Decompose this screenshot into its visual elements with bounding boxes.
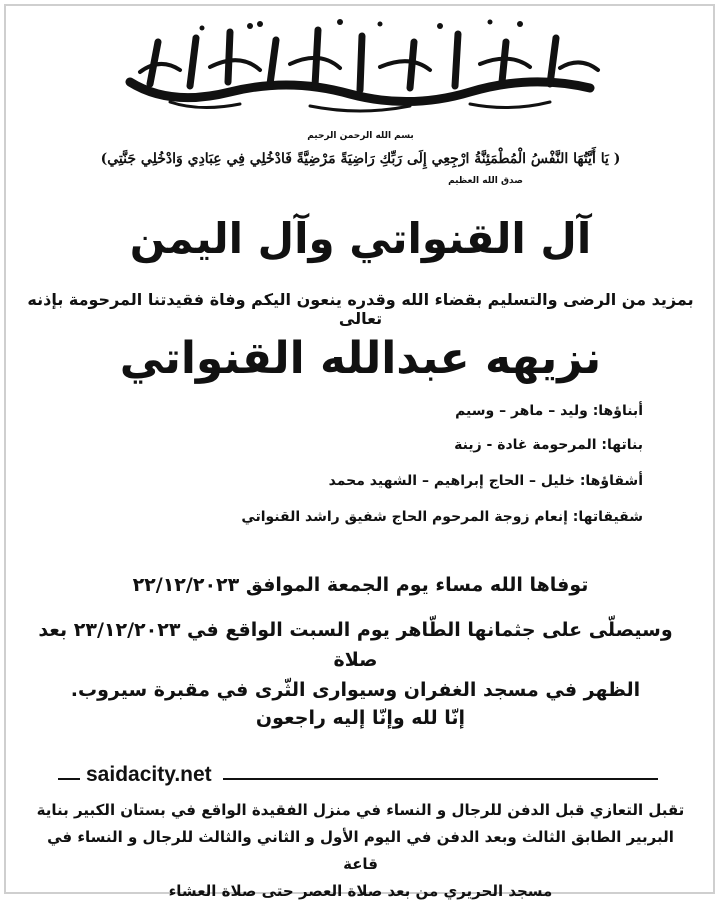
calligraphy-graphic bbox=[110, 12, 610, 116]
deceased-name: نزيهه عبدالله القنواتي bbox=[119, 333, 602, 384]
condolences-line3: مسجد الحريري من بعد صلاة العصر حتى صلاة العشاء bbox=[168, 882, 553, 900]
inna-text: إنّا لله وإنّا إليه راجعون bbox=[255, 707, 466, 729]
prayer-notice-line2: الظهر في مسجد الغفران وسيوارى الثّرى في مقبرة سيروب. bbox=[70, 679, 641, 701]
prayer-notice-line1: وسيصلّى على جثمانها الطّاهر يوم السبت الواقع في ٢٣/١٢/٢٠٢٣ بعد صلاة bbox=[38, 619, 673, 671]
condolences-line2: البربير الطابق الثالث وبعد الدفن في اليوم الأول و الثاني والثالث للرجال و النساء في قاعة bbox=[47, 828, 674, 873]
divider-line-left bbox=[58, 778, 80, 780]
relatives-brothers: أشقاؤها: خليل – الحاج إبراهيم – الشهيد محمد bbox=[328, 473, 643, 489]
basmala: بسم الله الرحمن الرحيم bbox=[307, 131, 414, 141]
families-heading: آل القنواتي وآل اليمن bbox=[129, 214, 592, 263]
relatives-sons: أبناؤها: وليد – ماهر – وسيم bbox=[455, 403, 643, 419]
death-notice: توفاها الله مساء يوم الجمعة الموافق ٢٢/١٢/٢٠٢٣ bbox=[132, 574, 589, 596]
relatives-sisters: شقيقاتها: إنعام زوجة المرحوم الحاج شفيق راشد القنواتي bbox=[241, 509, 643, 525]
prayer-notice bbox=[30, 615, 681, 705]
announcement-text: بمزيد من الرضى والتسليم بقضاء الله وقدره ينعون اليكم وفاة فقيدتنا المرحومة بإذنه تعالى bbox=[27, 290, 694, 328]
relatives-daughters: بناتها: المرحومة غادة - زينة bbox=[454, 437, 643, 453]
quran-verse: ( يَا أَيَّتُهَا النَّفْسُ الْمُطْمَئِنَّةُ ارْجِعِي إِلَى رَبِّكِ رَاضِيَةً مَرْضِيَّةً فَادْخُلِي فِي عِبَادِي وَادْخُلِي جَنَّتِي) bbox=[100, 151, 621, 167]
site-divider bbox=[58, 763, 658, 793]
site-link[interactable]: saidacity.net bbox=[86, 763, 212, 786]
condolences-notice bbox=[30, 797, 691, 905]
calligraphy-logo bbox=[110, 12, 610, 116]
divider-line-right bbox=[223, 778, 658, 780]
sadaq-text: صدق الله العظيم bbox=[448, 176, 523, 186]
condolences-line1: تقبل التعازي قبل الدفن للرجال و النساء في منزل الفقيدة الواقع في بستان الكبير بناية bbox=[36, 801, 685, 819]
